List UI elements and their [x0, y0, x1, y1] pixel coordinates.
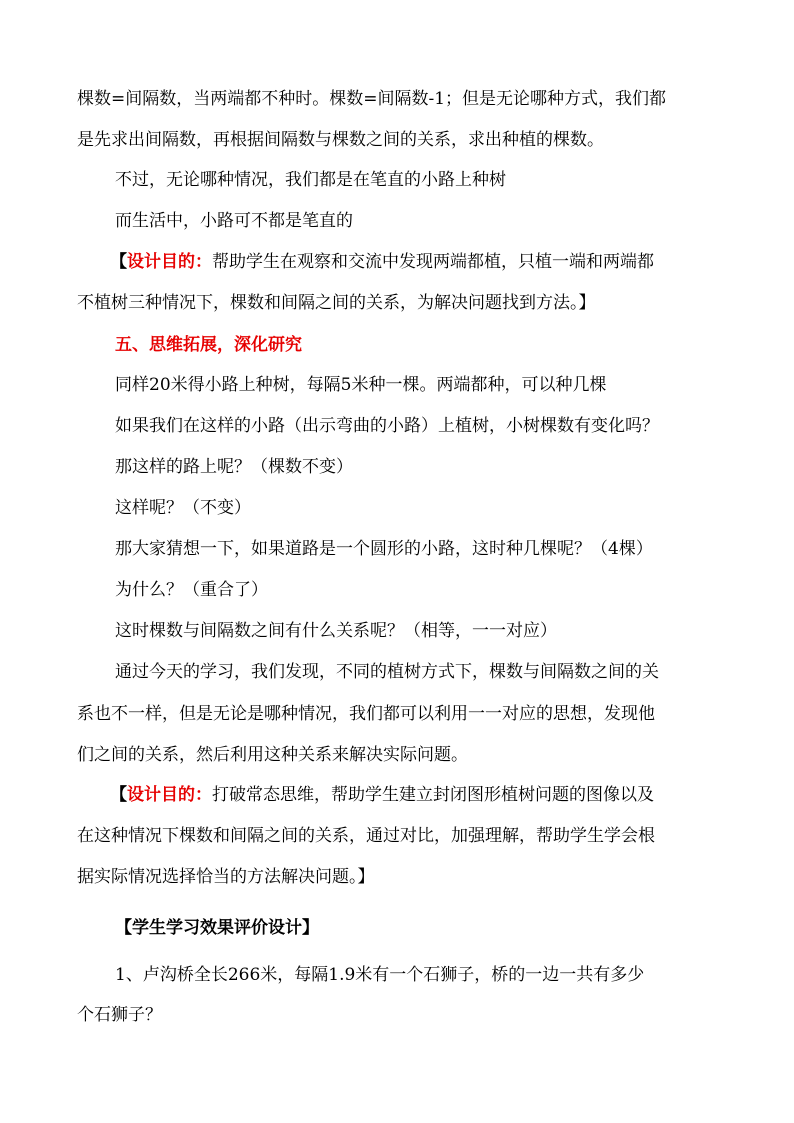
paragraph-line: 们之间的关系，然后利用这种关系来解决实际问题。 — [77, 745, 468, 765]
exercise-line: 个石狮子？ — [77, 1005, 162, 1025]
paragraph-line: 不过，无论哪种情况，我们都是在笔直的小路上种树 — [115, 170, 506, 190]
design-purpose-line — [110, 251, 654, 273]
paragraph-line: 同样20米得小路上种树，每隔5米种一棵。两端都种，可以种几棵 — [115, 375, 607, 395]
exercise-line: 1、卢沟桥全长266米，每隔1.9米有一个石狮子，桥的一边一共有多少 — [115, 965, 645, 985]
paragraph-line: 那大家猜想一下，如果道路是一个圆形的小路，这时种几棵呢？（4棵） — [115, 539, 653, 559]
paragraph-line: 这时棵数与间隔数之间有什么关系呢？（相等，一一对应） — [115, 621, 557, 641]
design-purpose-line — [110, 784, 654, 806]
design-purpose-label: 设计目的： — [127, 785, 212, 805]
paragraph-line: 这样呢？（不变） — [115, 498, 251, 518]
paragraph-line: 如果我们在这样的小路（出示弯曲的小路）上植树，小树棵数有变化吗？ — [115, 416, 659, 436]
section-heading: 五、思维拓展，深化研究 — [115, 335, 302, 355]
paragraph-line: 在这种情况下棵数和间隔之间的关系，通过对比，加强理解，帮助学生学会根 — [77, 826, 655, 846]
paragraph-line: 是先求出间隔数，再根据间隔数与棵数之间的关系，求出种植的棵数。 — [77, 130, 604, 150]
bracket-open: 【 — [110, 252, 127, 272]
paragraph-line: 系也不一样，但是无论是哪种情况，我们都可以利用一一对应的思想，发现他 — [77, 704, 655, 724]
design-purpose-text: 帮助学生在观察和交流中发现两端都植，只植一端和两端都 — [212, 252, 654, 272]
design-purpose-label: 设计目的： — [127, 252, 212, 272]
paragraph-line: 为什么？（重合了） — [115, 580, 268, 600]
paragraph-line: 而生活中，小路可不都是笔直的 — [115, 211, 353, 231]
design-purpose-text: 打破常态思维，帮助学生建立封闭图形植树问题的图像以及 — [212, 785, 654, 805]
paragraph-line: 据实际情况选择恰当的方法解决问题。】 — [77, 867, 375, 887]
paragraph-line: 棵数=间隔数，当两端都不种时。棵数=间隔数-1；但是无论哪种方式，我们都 — [77, 89, 667, 109]
bracket-open: 【 — [110, 785, 127, 805]
paragraph-line: 不植树三种情况下，棵数和间隔之间的关系，为解决问题找到方法。】 — [77, 293, 596, 313]
paragraph-line: 通过今天的学习，我们发现，不同的植树方式下，棵数与间隔数之间的关 — [115, 662, 659, 682]
evaluation-heading: 【学生学习效果评价设计】 — [115, 918, 319, 938]
paragraph-line: 那这样的路上呢？（棵数不变） — [115, 457, 353, 477]
